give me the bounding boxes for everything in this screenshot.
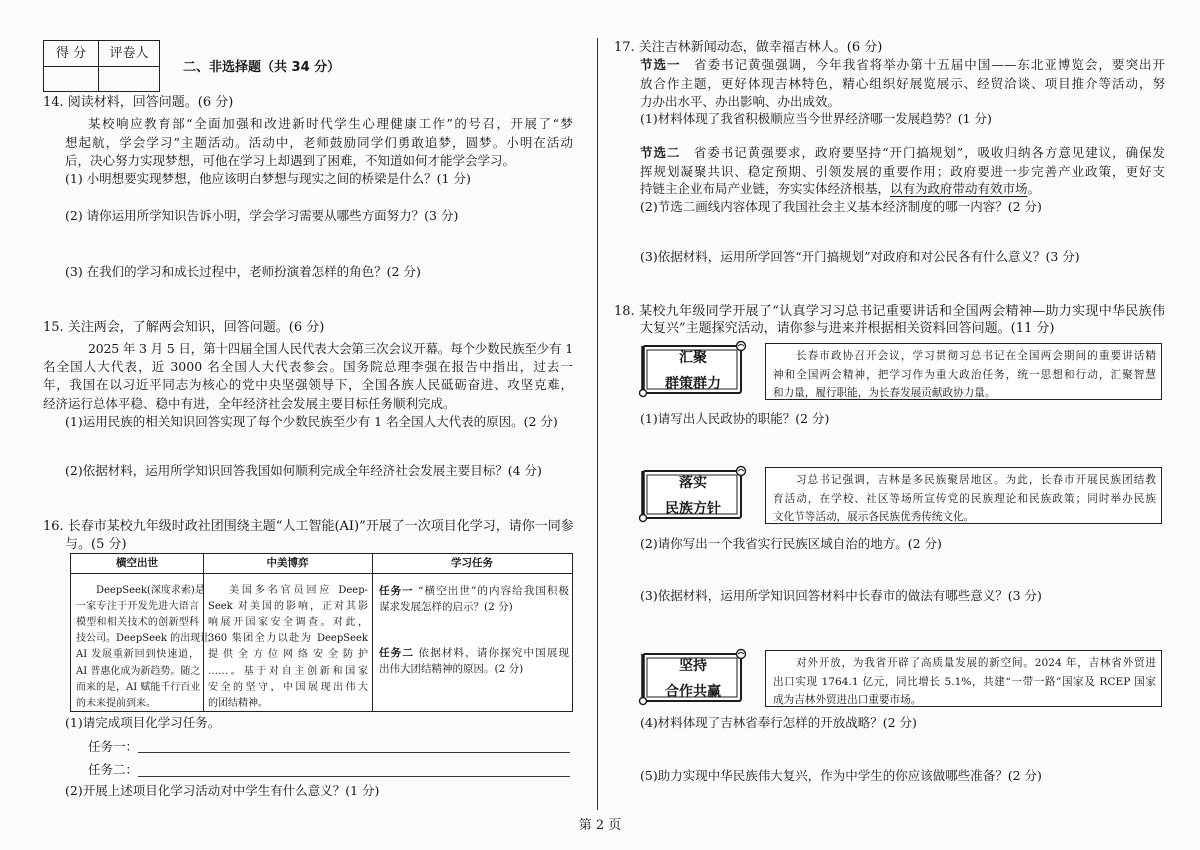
banner-line-1: 坚持 [679,658,707,674]
banner-line-1: 汇聚 [679,350,707,366]
excerpt-2-underlined-text: 以有为政府带动有效市场 [890,181,1028,196]
material-box-line: 长春市政协召开会议，学习贯彻习总书记在全国两会期间的重要讲话精 [796,350,1156,362]
score-box [43,40,160,92]
task-2-text: 依据材料，请你探究中国展现 [418,647,570,659]
q17-excerpt-2-line [640,180,1040,198]
ai-project-table [70,553,573,712]
q17-excerpt-1-line [640,56,1165,74]
q17-question-2: (2)节选二画线内容体现了我国社会主义基本经济制度的哪一内容？(2 分) [640,199,1042,214]
banner-line-2: 民族方针 [665,501,721,517]
scroll-banner-win-win [637,648,749,706]
q15-material-line: 年，我国在以习近平同志为核心的党中央坚强领导下，全国各族人民砥砺奋进、攻坚克难， [43,377,573,392]
q15-question-1: (1)运用民族的相关知识回答实现了每个少数民族至少有 1 名全国人大代表的原因。(2 分) [65,414,558,429]
column-divider [597,38,598,810]
q14-question-3: (3) 在我们的学习和成长过程中，老师扮演着怎样的角色？(2 分) [65,264,421,279]
excerpt-2-text: 省委书记黄强要求，政府要坚持“开门搞规划”，吸收归纳各方意见建议，确保发 [693,145,1165,160]
table-cell-line: DeepSeek(深度求索)是 [96,585,205,596]
table-cell-line: 的团结精神。 [208,698,268,709]
banner-line-2: 群策群力 [665,376,721,392]
table-cell-line: 美国多名官员回应 Deep- [229,585,368,596]
q18-question-5: (5)助力实现中华民族伟大复兴，作为中学生的你应该做哪些准备？(2 分) [640,768,1042,783]
table-cell-line: 提供全方位网络安全防护 [208,649,368,660]
task-1-label: 任务一 [379,585,414,597]
table-cell-line: 的未来提前到来。 [76,698,156,709]
q14-question-1: (1) 小明想要实现梦想，他应该明白梦想与现实之间的桥梁是什么？(1 分) [65,171,471,186]
task-1-text: “横空出世”的内容给我国积极 [418,585,569,597]
material-box-2 [765,467,1162,524]
q15-question-2: (2)依据材料，运用所学知识回答我国如何顺利完成全年经济社会发展主要目标？(4 分) [65,463,542,478]
material-box-line: 和力量，履行职能，为长春发展贡献政协力量。 [773,386,996,399]
table-cell-line: Seek 对美国的影响，正对其影 [208,601,368,612]
excerpt-1-label: 节选一 [640,57,681,72]
table-cell-line: 技公司。DeepSeek 的出现让 [76,633,211,644]
q17-excerpt-1-line: 力办出水平、办出影响、办出成效。 [640,94,841,109]
q18-question-4: (4)材料体现了吉林省奉行怎样的开放战略？(2 分) [640,715,917,730]
excerpt-1-text: 省委书记黄强强调，今年我省将举办第十五届中国——东北亚博览会，要突出开 [694,57,1165,72]
excerpt-2-text: 持链主企业布局产业链，夯实实体经济根基， [640,181,891,196]
table-cell-line: 模型和相关技术的创新型科 [76,617,199,628]
q14-material-line: 想起航，学会学习”主题活动。活动中，老师鼓励同学们勇敢追梦，圆梦。小明在活动 [65,135,573,150]
table-cell-line: 而来的是，AI 赋能千行百业 [76,682,201,693]
material-box-line: 成为吉林外贸进出口重要市场。 [773,693,922,706]
q15-material-line: 名全国人大代表，近 3000 名全国人大代表参会。国务院总理李强在报告中指出，过去一 [43,359,573,374]
q17-title: 17. 关注吉林新闻动态，做幸福吉林人。(6 分) [614,40,883,55]
table-cell-line: AI 发展重新回到快速道， [76,649,199,660]
q17-question-1: (1)材料体现了我省积极顺应当今世界经济哪一发展趋势？(1 分) [640,111,992,126]
material-box-line: 习总书记强调，吉林是多民族聚居地区。为此，长春市开展民族团结教 [796,474,1156,486]
material-box-3 [765,650,1162,707]
section-title: 二、非选择题（共 34 分） [183,60,341,75]
table-header-sino-us: 中美博弈 [266,557,309,569]
table-cell-line: 一家专注于开发先进大语言 [76,601,199,612]
grader-label: 评卷人 [109,46,149,61]
material-box-line: 出口实现 1764.1 亿元，同比增长 5.1%，共建“一带一路”国家及 RCEP 国家 [773,675,1156,688]
q14-question-2: (2) 请你运用所学知识告诉小明，学会学习需要从哪些方面努力？(3 分) [65,208,459,223]
excerpt-2-end: 。 [1027,181,1041,196]
q18-title-continued: 大复兴”主题探究活动，请你参与进来并根据相关资料回答问题。(11 分) [640,321,1055,336]
q14-material-line: 后，决心努力实现梦想，可他在学习上却遇到了困难，不知道如何才能学会学习。 [65,153,516,168]
task-2-line: 出伟大团结精神的原因。(2 分) [379,663,524,675]
q14-material-line: 某校响应教育部“全面加强和改进新时代学生心理健康工作”的号召，开展了“梦 [88,116,573,131]
task-2-answer-label: 任务二： [88,762,139,777]
q16-question-1: (1)请完成项目化学习任务。 [65,715,221,730]
banner-line-1: 落实 [679,475,707,491]
task-2-line [379,645,569,661]
q17-excerpt-2-line [640,144,1165,162]
score-label: 得 分 [55,46,87,61]
scroll-banner-ethnic-policy [637,465,749,523]
table-cell-line: 安全的坚守，中国展现出伟大 [208,682,368,693]
q17-excerpt-2-line: 挥规划凝聚共识、稳定预期、引领发展的重要作用；政府要进一步完善产业政策，更好支 [640,164,1165,179]
material-box-line: 神和全国两会精神，把学习作为重大政治任务，统一思想和行动，汇聚智慧 [773,368,1156,381]
task-1-answer-line [138,752,570,753]
table-cell-tasks [372,554,572,711]
material-box-1 [765,343,1162,400]
table-cell-line: ……。基于对自主创新和国家 [208,666,368,677]
task-2-answer-line [138,776,570,777]
task-1-line: 谋求发展怎样的启示？(2 分) [379,601,513,613]
q17-question-3: (3)依据材料，运用所学回答“开门搞规划”对政府和对公民各有什么意义？(3 分) [640,249,1080,264]
q18-question-1: (1)请写出人民政协的职能？(2 分) [640,411,830,426]
table-cell-line: 360 集团全力以赴为 DeepSeek [208,633,368,644]
material-box-line: 文化节等活动，展示各民族优秀传统文化。 [773,510,975,523]
q18-question-3: (3)依据材料，运用所学知识回答材料中长春市的做法有哪些意义？(3 分) [640,588,1042,603]
q18-title: 18. 某校九年级同学开展了“认真学习习总书记重要讲话和全国两会精神—助力实现中华民族伟 [614,304,1165,319]
task-2-label: 任务二 [379,647,414,659]
q16-question-2: (2)开展上述项目化学习活动对中学生有什么意义？(1 分) [65,783,380,798]
table-cell-emergence [71,554,211,711]
q17-excerpt-1-line: 放合作主题，更好体现吉林特色，精心组织好展览展示、经贸洽谈、项目推介等活动，努 [640,76,1165,91]
page-number: 第 2 页 [578,818,622,833]
q15-title: 15. 关注两会，了解两会知识，回答问题。(6 分) [43,320,325,335]
task-1-answer-label: 任务一： [88,739,139,754]
q14-title: 14. 阅读材料，回答问题。(6 分) [43,95,234,110]
q15-material-line: 经济运行总体平稳、稳中有进，全年经济社会发展主要目标任务顺利完成。 [43,396,456,411]
q16-title: 16. 长春市某校九年级时政社团围绕主题“人工智能(AI)”开展了一次项目化学习，请你一同参 [43,519,574,534]
table-header-tasks: 学习任务 [451,557,493,569]
q18-question-2: (2)请你写出一个我省实行民族区域自治的地方。(2 分) [640,536,942,551]
score-box-row-line [44,66,159,67]
table-cell-line: 响展开国家安全调查。对此， [208,617,368,628]
task-1-line [379,583,569,599]
q15-material-line: 2025 年 3 月 5 日，第十四届全国人民代表大会第三次会议开幕。每个少数民族至少有 1 [88,341,573,356]
excerpt-2-label: 节选二 [640,145,681,160]
q16-title-continued: 与。(5 分) [65,537,127,552]
table-header-emergence: 横空出世 [116,557,158,569]
table-cell-line: AI 普惠化成为新趋势。随之 [76,666,201,677]
banner-line-2: 合作共赢 [665,684,721,700]
table-cell-sino-us [203,554,372,711]
scroll-banner-gather [637,340,749,398]
material-box-line: 对外开放，为我省开辟了高质量发展的新空间。2024 年，吉林省外贸进 [796,657,1156,669]
material-box-line: 育活动，在学校、社区等场所宣传党的民族理论和民族政策；同时举办民族 [773,492,1156,505]
